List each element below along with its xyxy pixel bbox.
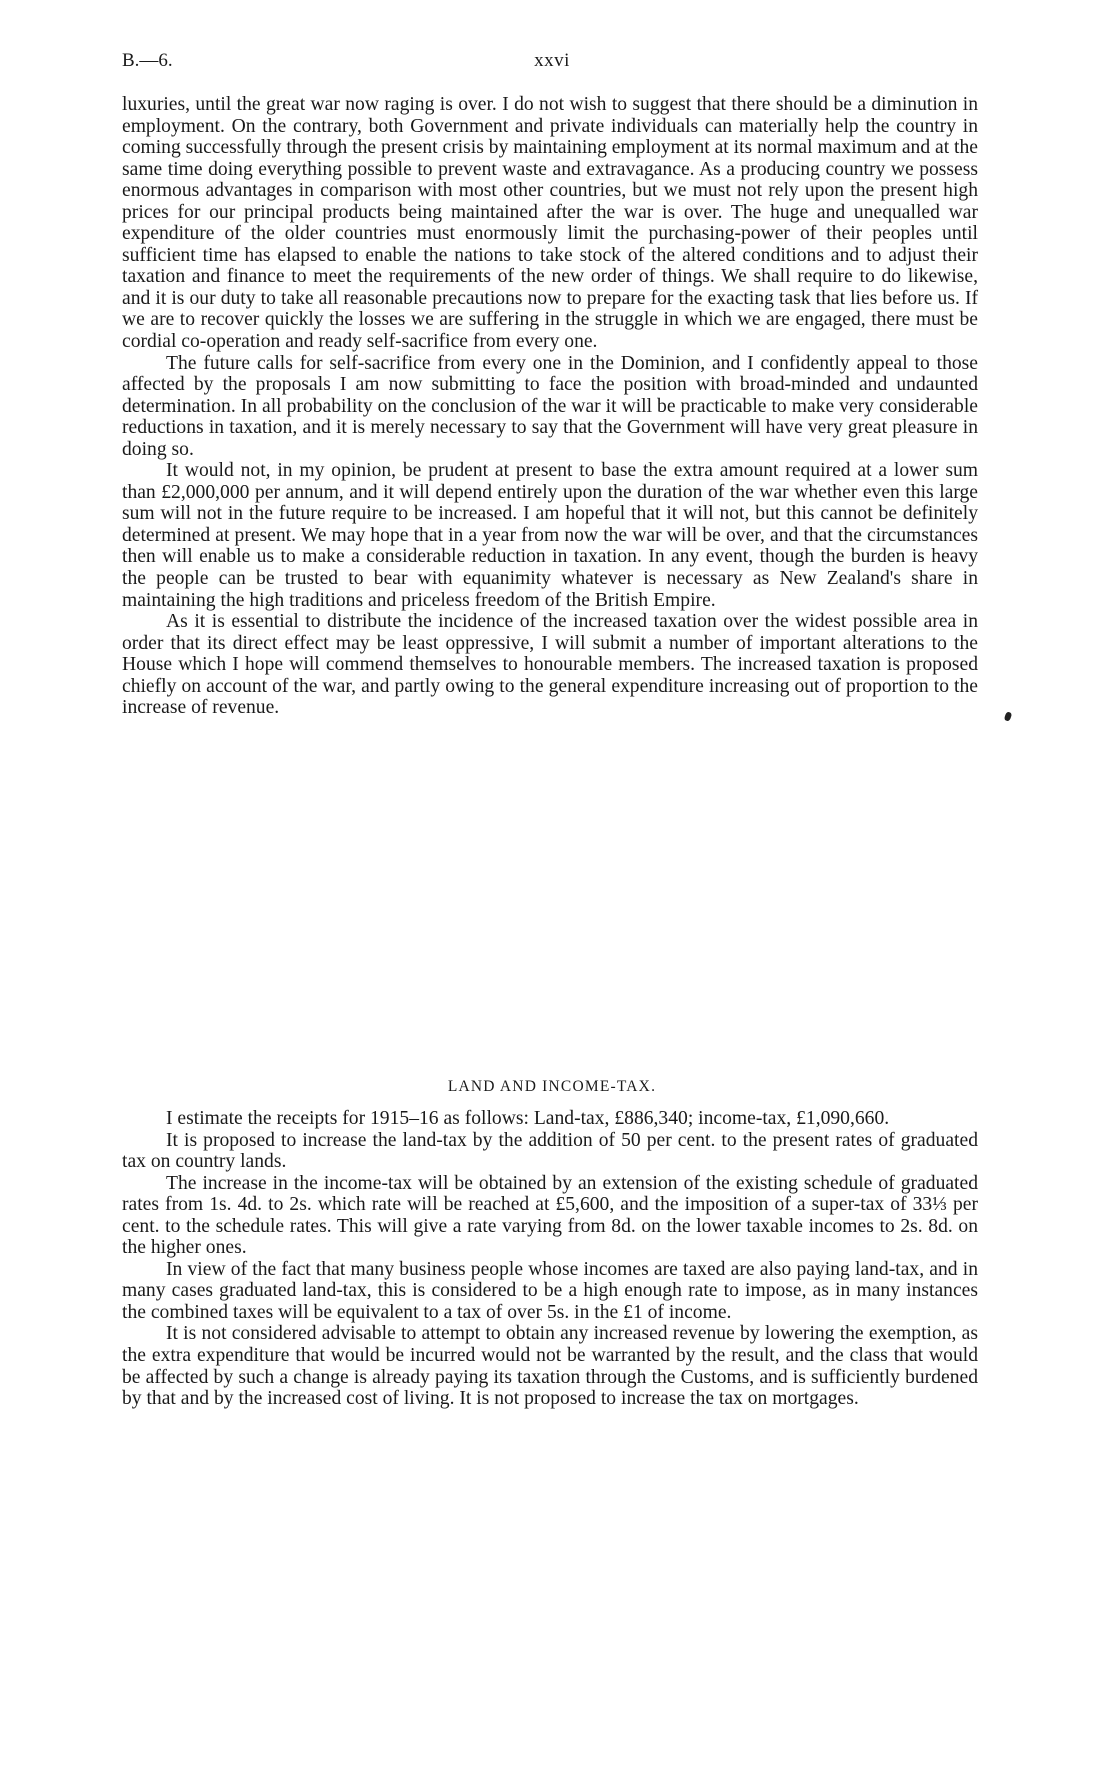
- paragraph-future-calls: The future calls for self-sacrifice from every one in the Dominion, and I confidently appeal to those affected by the proposals I am now submitting to face the position with broad-minded and undaunted determination. In all probability on the conclusion of the war it will be practicable to make very considerable reductions in taxation, and it is merely necessary to say that the Government will have very great pleasure in doing so.: [122, 352, 978, 460]
- paragraph-business-people: In view of the fact that many business people whose incomes are taxed are also paying land-tax, and in many cases graduated land-tax, this is considered to be a high enough rate to impose, as in many instances the combined taxes will be equivalent to a tax of over 5s. in the £1 of income.: [122, 1258, 978, 1323]
- page-number: xxvi: [534, 50, 570, 71]
- section-title: LAND AND INCOME-TAX.: [447, 1078, 657, 1095]
- paragraph-incidence: As it is essential to distribute the incidence of the increased taxation over the widest possible area in order that its direct effect may be least oppressive, I will submit a number of important alterations to the House which I hope will commend themselves to honourable members. The increased taxation is proposed chiefly on account of the war, and partly owing to the general expenditure increasing out of proportion to the increase of revenue.: [122, 611, 978, 719]
- margin-mark: [1004, 711, 1013, 722]
- paragraph-income-tax-increase: The increase in the income-tax will be obtained by an extension of the existing schedule of graduated rates from 1s. 4d. to 2s. which rate will be reached at £5,600, and the imposition of a super-tax of 33⅓ per cent. to the schedule rates. This will give a rate varying from 8d. on the lower taxable incomes to 2s. 8d. on the higher ones.: [122, 1172, 978, 1259]
- section-body: [122, 1108, 978, 1410]
- paragraph-extra-amount: It would not, in my opinion, be prudent at present to base the extra amount required at a lower sum than £2,000,000 per annum, and it will depend entirely upon the duration of the war whether even this large sum will not in the future require to be increased. I am hopeful that it will not, but this cannot be definitely determined at present. We may hope that in a year from now the war will be over, and that the circumstances then will enable us to make a considerable reduction in taxation. In any event, though the burden is heavy the people can be trusted to bear with equanimity whatever is necessary as New Zealand's share in maintaining the high traditions and priceless freedom of the British Empire.: [122, 460, 978, 611]
- paragraph-receipts-estimate: I estimate the receipts for 1915–16 as follows: Land-tax, £886,340; income-tax, £1,090,660.: [166, 1108, 890, 1129]
- paragraph-exemption: It is not considered advisable to attempt to obtain any increased revenue by lowering the exemption, as the extra expenditure that would be incurred would not be warranted by the result, and the class that would be affected by such a change is already paying its taxation through the Customs, and is sufficiently burdened by that and by the increased cost of living. It is not proposed to increase the tax on mortgages.: [122, 1323, 978, 1410]
- body-text: [122, 94, 978, 719]
- paragraph-luxuries: luxuries, until the great war now raging is over. I do not wish to suggest that there should be a diminution in employment. On the contrary, both Government and private individuals can materially help the country in coming successfully through the present crisis by maintaining employment at its normal maximum and at the same time doing everything possible to prevent waste and extravagance. As a producing country we possess enormous advantages in comparison with most other countries, but we must not rely upon the present high prices for our principal products being maintained after the war is over. The huge and unequalled war expenditure of the older countries must enormously limit the purchasing-power of their peoples until sufficient time has elapsed to enable the nations to take stock of the altered conditions and to adjust their taxation and finance to meet the requirements of the new order of things. We shall require to do likewise, and it is our duty to take all reasonable precautions now to prepare for the exacting task that lies before us. If we are to recover quickly the losses we are suffering in the struggle in which we are engaged, there must be cordial co-operation and ready self-sacrifice from every one.: [122, 94, 978, 353]
- page-header: [122, 50, 982, 80]
- paragraph-land-tax-increase: It is proposed to increase the land-tax by the addition of 50 per cent. to the present rates of graduated tax on country lands.: [122, 1129, 978, 1173]
- document-reference: B.—6.: [122, 50, 173, 71]
